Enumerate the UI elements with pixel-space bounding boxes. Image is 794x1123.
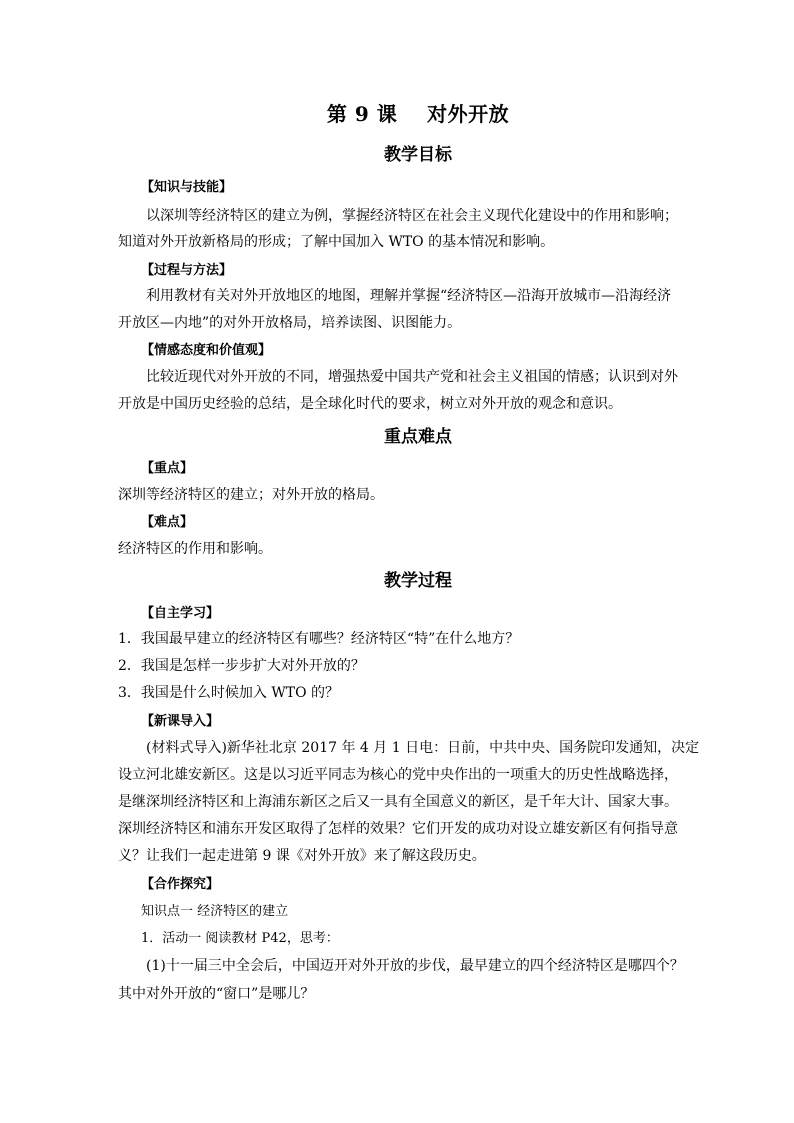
section-heading-key-points: 重点难点 [384,427,452,447]
emotion-label: 【情感态度和价值观】 [141,343,272,358]
lesson-title: 第 9 课 对外开放 [326,102,510,126]
self-study-label: 【自主学习】 [141,606,220,621]
question-item: 1．我国最早建立的经济特区有哪些？经济特区“特”在什么地方？ [118,631,520,647]
process-method-label: 【过程与方法】 [141,263,233,278]
process-method-line: 利用教材有关对外开放地区的地图，理解并掌握“经济特区—沿海开放城市—沿海经济 [146,288,672,304]
section-heading-process: 教学过程 [384,571,452,591]
knowledge-point-title: 知识点一 经济特区的建立 [141,904,289,919]
focus-label: 【重点】 [141,461,194,476]
question-item: 3．我国是什么时候加入 WTO 的？ [118,685,340,701]
cooperation-label: 【合作探究】 [141,877,220,892]
knowledge-line: 以深圳等经济特区的建立为例，掌握经济特区在社会主义现代化建设中的作用和影响； [146,208,678,224]
intro-line: 是继深圳经济特区和上海浦东新区之后又一具有全国意义的新区，是千年大计、国家大事。 [118,794,678,810]
process-method-line: 开放区—内地”的对外开放格局，培养读图、识图能力。 [118,315,462,331]
focus-text: 深圳等经济特区的建立；对外开放的格局。 [118,487,384,503]
intro-label: 【新课导入】 [141,714,220,729]
question-line: (1)十一届三中全会后，中国迈开对外开放的步伐，最早建立的四个经济特区是哪四个？ [146,958,684,974]
emotion-line: 比较近现代对外开放的不同，增强热爱中国共产党和社会主义祖国的情感；认识到对外 [146,369,678,385]
section-heading-goals: 教学目标 [384,145,452,165]
intro-line: 深圳经济特区和浦东开发区取得了怎样的效果？它们开发的成功对设立雄安新区有何指导意 [118,821,678,837]
question-item: 2．我国是怎样一步步扩大对外开放的？ [118,658,365,674]
intro-line: (材料式导入)新华社北京 2017 年 4 月 1 日电：日前，中共中央、国务院印发通知，决定 [146,740,700,756]
question-line: 其中对外开放的“窗口”是哪儿？ [118,986,315,1002]
difficulty-label: 【难点】 [141,515,194,530]
activity-title: 1．活动一 阅读教材 P42，思考： [141,931,339,946]
emotion-line: 开放是中国历史经验的总结，是全球化时代的要求，树立对外开放的观念和意识。 [118,396,622,412]
intro-line: 义？让我们一起走进第 9 课《对外开放》来了解这段历史。 [118,848,486,864]
knowledge-line: 知道对外开放新格局的形成；了解中国加入 WTO 的基本情况和影响。 [118,234,555,250]
knowledge-label: 【知识与技能】 [141,180,233,195]
intro-line: 设立河北雄安新区。这是以习近平同志为核心的党中央作出的一项重大的历史性战略选择， [118,767,678,783]
difficulty-text: 经济特区的作用和影响。 [118,541,272,557]
